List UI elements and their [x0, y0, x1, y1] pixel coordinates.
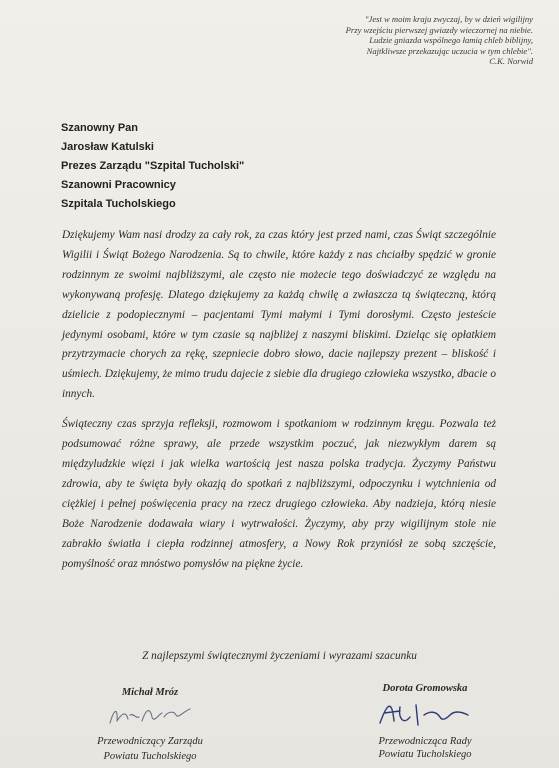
handwritten-signature: [370, 697, 480, 731]
quote-author: C.K. Norwid: [489, 56, 533, 67]
body-paragraph: Dziękujemy Wam nasi drodzy za cały rok, za czas który jest przed nami, czas Świąt szczególnie Wigilii i Świąt Bożego Narodzenia. Są to chwile, które każdy z nas chciałby spędzić w gronie rodzinnym ze swoimi najbliższymi, ale często nie możecie tego doświadczyć ze względu na wykonywaną profesję. Dlatego dziękujemy za każdą chwilę a zwłaszcza tą świąteczną, którą dzielicie z podopiecznymi – pacjentami Tymi małymi i Tymi dorosłymi. Często jesteście jedynymi osobami, które w tym czasie są najbliżej z naszymi bliskimi. Dzieląc się opłatkiem przytrzymacie chorych za rękę, szepniecie dobro słowo, dacie najlepszy prezent – bliskość i uśmiech. Dziękujemy, że mimo trudu dajecie z siebie dla drugiego człowieka wszystko, dbacie o innych.: [62, 229, 496, 401]
signatory-role: Powiatu Tucholskiego: [103, 751, 197, 762]
addressee-line: Jarosław Katulski: [61, 141, 154, 153]
handwritten-signature: [104, 701, 196, 731]
closing-line: Z najlepszymi świątecznymi życzeniami i wyrazami szacunku: [142, 650, 417, 662]
signatory-name: Dorota Gromowska: [382, 683, 468, 694]
signatory-role: Przewodnicząca Rady: [378, 736, 472, 747]
body-paragraph: Świąteczny czas sprzyja refleksji, rozmowom i spotkaniom w rodzinnym kręgu. Pozwala też podsumować różne sprawy, ale przede wszystkim poczuć, jak niezwykłym darem są międzyludzkie więzi i jak wielka wartością jest nasza polska tradycja. Życzymy Państwu zdrowia, aby te święta były okazją do spotkań z najbliższymi, odpoczynku i wytchnienia od ciężkiej i pełnej poświęcenia pracy na rzecz drugiego człowieka. Aby nadzieja, którą niesie Boże Narodzenie dodawała wiary i wytrwałości. Życzymy, aby przy wigilijnym stole nie zabrakło światła i ciepła rodzinnej atmosfery, a Nowy Rok przyniósł ze sobą szczęście, pomyślność oraz mnóstwo pomysłów na piękne życie.: [62, 418, 496, 570]
quote-line: Przy wzejściu pierwszej gwiazdy wieczornej na niebie.: [345, 24, 533, 35]
addressee-block: [61, 119, 244, 214]
signature-block-left: [70, 686, 230, 763]
norwid-quote: [223, 14, 533, 67]
addressee-line: Prezes Zarządu "Szpital Tucholski": [61, 160, 245, 172]
addressee-line: Szanowni Pracownicy: [61, 179, 176, 191]
signature-block-right: [344, 682, 506, 761]
quote-line: Ludzie gniazda wspólnego łamią chleb biblijny,: [369, 35, 533, 46]
addressee-line: Szpitala Tucholskiego: [61, 198, 176, 210]
signatory-name: Michał Mróz: [121, 687, 179, 698]
quote-line: "Jest w moim kraju zwyczaj, by w dzień wigilijny: [364, 14, 533, 24]
signatory-role: Przewodniczący Zarządu: [97, 736, 203, 747]
quote-line: Najtkliwsze przekazując uczucia w tym chlebie".: [366, 45, 533, 56]
addressee-line: Szanowny Pan: [61, 122, 139, 134]
letter-body: [62, 226, 496, 574]
signatory-role: Powiatu Tucholskiego: [378, 749, 472, 760]
